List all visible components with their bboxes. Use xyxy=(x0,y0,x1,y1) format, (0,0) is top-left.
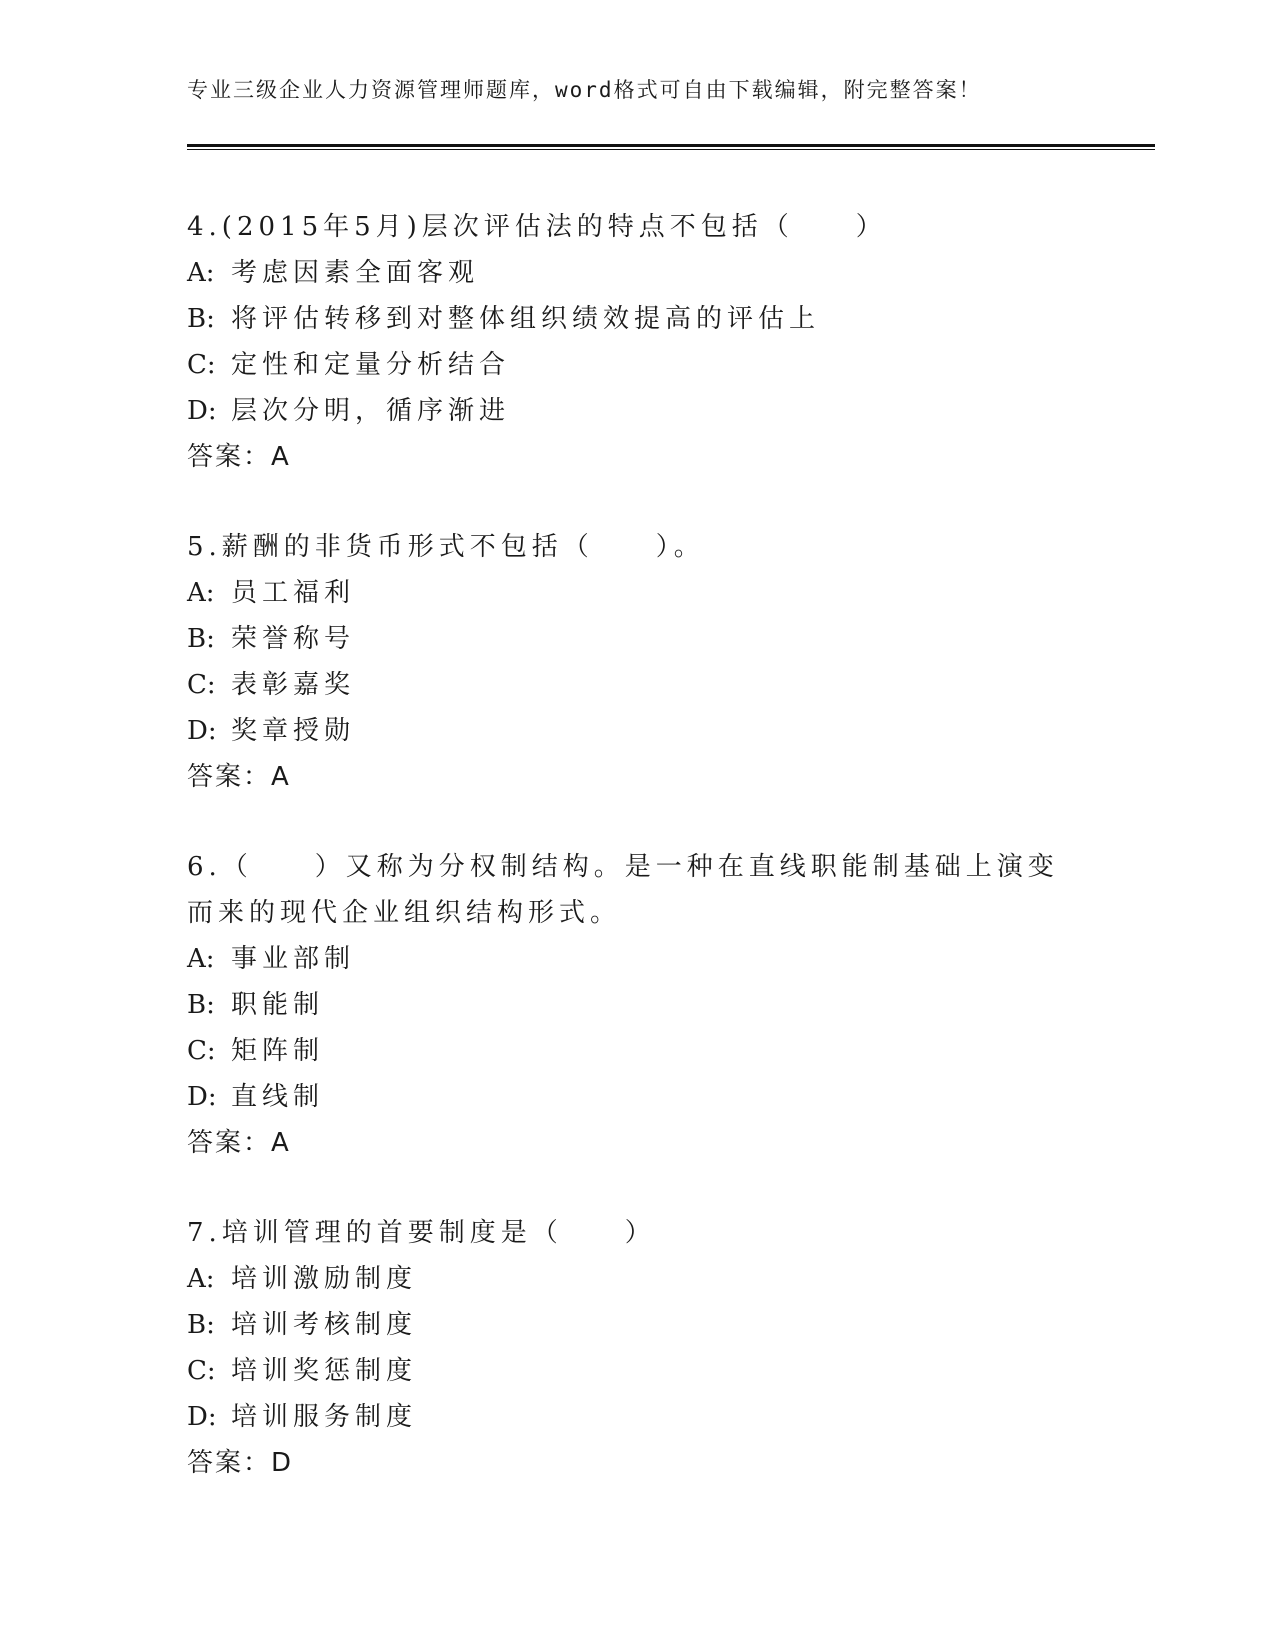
option-letter: A: xyxy=(187,1264,215,1294)
option-letter: C: xyxy=(187,1036,216,1066)
option-letter: C: xyxy=(187,1356,216,1386)
option-text: 奖章授勋 xyxy=(231,716,356,746)
question-stem: 5.薪酬的非货币形式不包括（ ）。 xyxy=(187,532,705,562)
option-text: 荣誉称号 xyxy=(231,624,356,654)
option-text: 培训奖惩制度 xyxy=(231,1356,418,1386)
option-text: 矩阵制 xyxy=(231,1036,325,1066)
option-b xyxy=(187,982,1087,1028)
answer-line: 答案：A xyxy=(187,1128,291,1158)
option-a xyxy=(187,936,1087,982)
option-letter: D: xyxy=(187,716,217,746)
option-letter: C: xyxy=(187,350,216,380)
question-stem: 7.培训管理的首要制度是（ ） xyxy=(187,1218,656,1248)
question-stem: 6.（ ）又称为分权制结构。是一种在直线职能制基础上演变而来的现代企业组织结构形式。 xyxy=(187,852,1059,928)
answer-line: 答案：D xyxy=(187,1448,294,1478)
option-text: 事业部制 xyxy=(231,944,356,974)
answer-line: 答案：A xyxy=(187,442,291,472)
question-5 xyxy=(187,524,1087,800)
option-letter: B: xyxy=(187,624,215,654)
option-text: 定性和定量分析结合 xyxy=(231,350,511,380)
option-letter: A: xyxy=(187,578,215,608)
option-b xyxy=(187,1302,1087,1348)
option-text: 培训激励制度 xyxy=(231,1264,418,1294)
answer-line: 答案：A xyxy=(187,762,291,792)
option-c xyxy=(187,342,1087,388)
page-header: 专业三级企业人力资源管理师题库，word格式可自由下载编辑，附完整答案！ xyxy=(187,78,982,102)
option-b xyxy=(187,296,1087,342)
question-7 xyxy=(187,1210,1087,1486)
header-divider xyxy=(187,144,1155,150)
option-letter: D: xyxy=(187,396,217,426)
option-c xyxy=(187,1028,1087,1074)
option-text: 考虑因素全面客观 xyxy=(231,258,480,288)
option-letter: B: xyxy=(187,1310,215,1340)
option-text: 培训考核制度 xyxy=(231,1310,418,1340)
option-letter: A: xyxy=(187,258,215,288)
option-text: 职能制 xyxy=(231,990,325,1020)
option-text: 直线制 xyxy=(231,1082,325,1112)
option-d xyxy=(187,1394,1087,1440)
question-4 xyxy=(187,204,1087,480)
option-text: 层次分明，循序渐进 xyxy=(231,396,511,426)
option-letter: B: xyxy=(187,304,215,334)
option-letter: C: xyxy=(187,670,216,700)
option-letter: D: xyxy=(187,1082,217,1112)
option-text: 培训服务制度 xyxy=(231,1402,418,1432)
option-letter: D: xyxy=(187,1402,217,1432)
option-c xyxy=(187,662,1087,708)
option-d xyxy=(187,388,1087,434)
option-d xyxy=(187,1074,1087,1120)
question-list xyxy=(187,204,1087,1530)
option-a xyxy=(187,570,1087,616)
option-letter: A: xyxy=(187,944,215,974)
option-b xyxy=(187,616,1087,662)
option-d xyxy=(187,708,1087,754)
option-a xyxy=(187,1256,1087,1302)
question-stem: 4.(2015年5月)层次评估法的特点不包括（ ） xyxy=(187,212,887,242)
option-letter: B: xyxy=(187,990,215,1020)
option-a xyxy=(187,250,1087,296)
option-c xyxy=(187,1348,1087,1394)
option-text: 员工福利 xyxy=(231,578,356,608)
option-text: 表彰嘉奖 xyxy=(231,670,356,700)
question-6 xyxy=(187,844,1087,1166)
option-text: 将评估转移到对整体组织绩效提高的评估上 xyxy=(231,304,821,334)
